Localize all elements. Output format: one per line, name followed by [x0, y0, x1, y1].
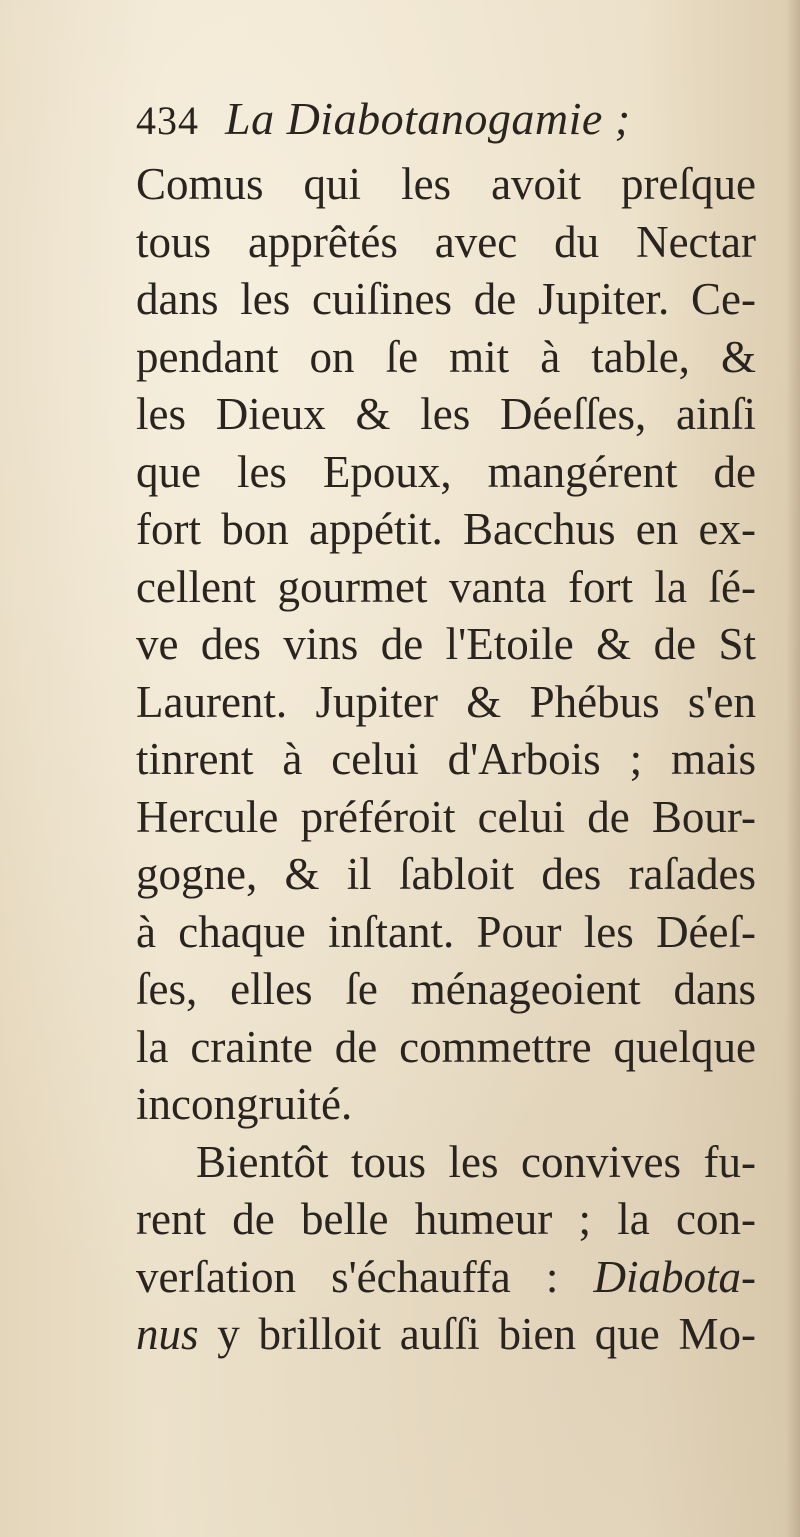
text-line-mixed [136, 1249, 756, 1307]
text-line: cellent gourmet vanta fort la ſé- [136, 561, 756, 612]
text-line: la crainte de commettre quelque [136, 1021, 756, 1072]
text-line: Laurent. Jupiter & Phébus s'en [136, 676, 756, 727]
page-number: 434 [136, 98, 199, 143]
paragraph-end-line: incongruité. [136, 1079, 353, 1129]
text-line: fort bon appétit. Bacchus en ex- [136, 504, 756, 554]
italic-word: nus [136, 1309, 199, 1359]
page-edge-shadow [786, 0, 800, 1537]
italic-word: Diabota- [593, 1251, 756, 1302]
text-line: rent de belle humeur ; la con- [136, 1194, 756, 1244]
text-line: Hercule préféroit celui de Bour- [136, 791, 756, 842]
text-line: à chaque inſtant. Pour les Déeſ- [136, 906, 756, 957]
page-header [136, 92, 656, 152]
text-line: ſes, elles ſe ménageoient dans [136, 964, 756, 1014]
paragraph-start-line: Bientôt tous les convives fu- [196, 1136, 756, 1187]
text-line: Comus qui les avoit preſque [136, 159, 756, 209]
text-line: les Dieux & les Déeſſes, ainſi [136, 389, 756, 439]
running-title: La Diabotanogamie ; [225, 93, 631, 144]
text-line: ve des vins de l'Etoile & de St [136, 619, 756, 669]
text-line: pendant on ſe mit à table, & [136, 331, 756, 382]
body-text [136, 156, 756, 1364]
text-line: dans les cuiſines de Jupiter. Ce- [136, 274, 756, 324]
text-line: que les Epoux, mangérent de [136, 446, 756, 497]
text-segment: y brilloit auſſi bien que Mo- [198, 1309, 756, 1359]
text-line: tous apprêtés avec du Nectar [136, 216, 756, 267]
text-line: gogne, & il ſabloit des raſades [136, 849, 756, 899]
text-line-mixed [136, 1306, 756, 1364]
text-line: tinrent à celui d'Arbois ; mais [136, 734, 756, 784]
text-segment: verſation s'échauffa : [136, 1251, 594, 1302]
